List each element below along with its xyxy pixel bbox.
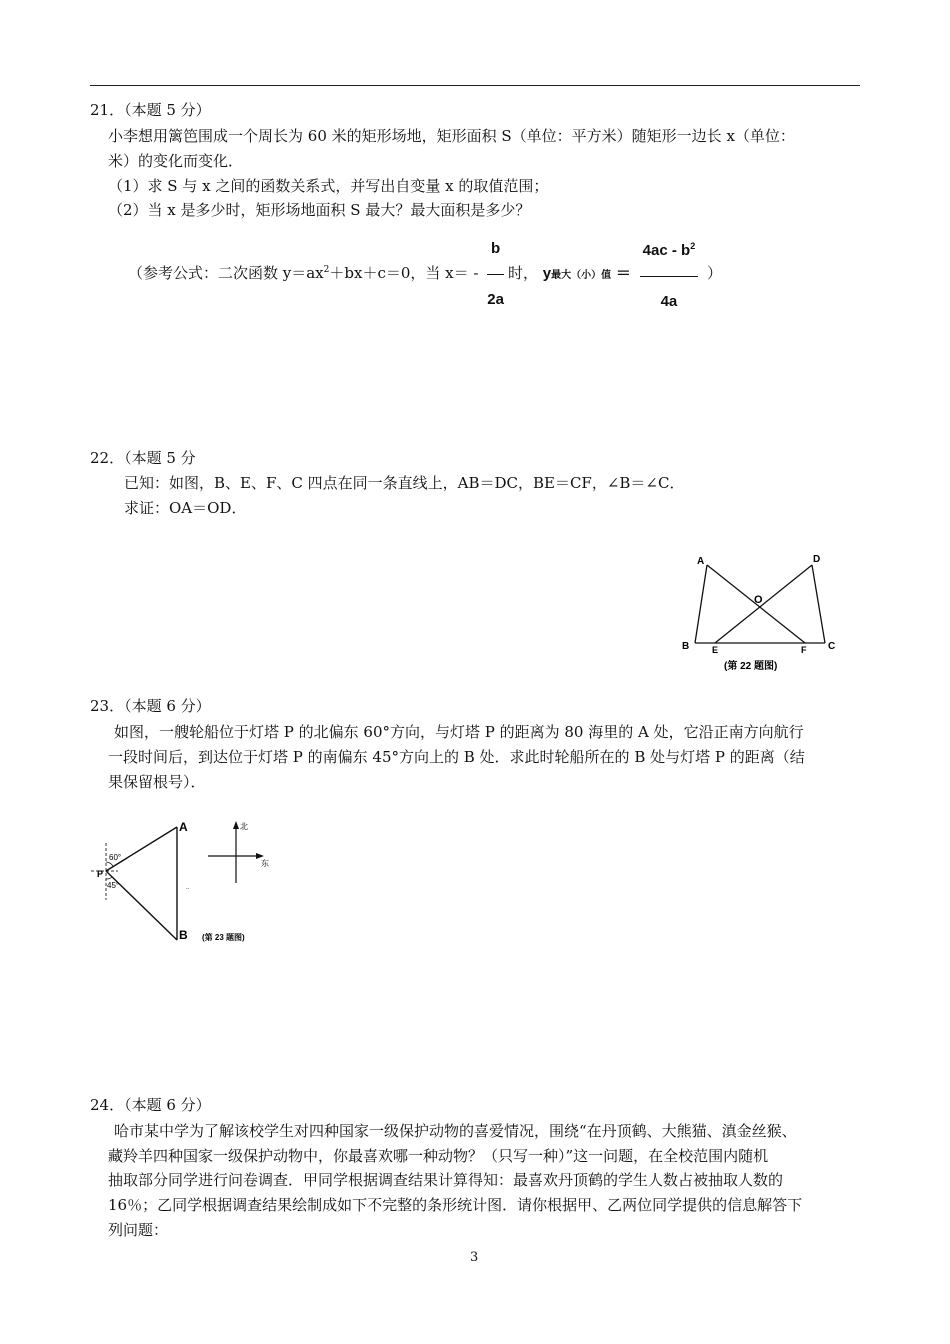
q24-header: 24．（本题 6 分） [90,1096,211,1114]
angle-arc-45 [106,877,112,879]
segment-DE [715,565,812,643]
label-A: A [697,556,705,567]
formula-mid: ＋bx＋c＝0，当 x＝ - [329,264,479,282]
q22-header: 22．（本题 5 分 [90,449,196,467]
fraction2-denominator: 4a [660,293,678,310]
q22-figure [670,545,850,680]
label-O: O [754,594,763,606]
fraction1-numerator: b [487,227,504,275]
angle-45-label: 45° [107,881,120,890]
compass-north-label: 北 [240,822,248,831]
label-P: P [97,869,104,879]
q21-header: 21．（本题 5 分） [90,101,211,119]
formula-shi: 时， [507,264,538,282]
q24-text-line1: 哈市某中学为了解该校学生对四种国家一级保护动物的喜爱情况，围绕“在丹顶鹤、大熊猫、滇金丝猴、 [114,1122,797,1140]
q23-text-line1: 如图，一艘轮船位于灯塔 P 的北偏东 60°方向，与灯塔 P 的距离为 80 海里的 A 处，它沿正南方向航行 [114,723,804,741]
q24-text-line4: 16％；乙同学根据调查结果绘制成如下不完整的条形统计图．请你根据甲、乙两位同学提供的信息解答下 [108,1196,803,1214]
q24-text-line5: 列问题： [108,1221,169,1239]
label-F: F [801,645,807,655]
formula-sup: 2 [323,265,330,275]
q21-text-line2: 米）的变化而变化． [108,152,244,170]
formula-close: ） [706,264,722,282]
stray-dots: .. [186,885,190,891]
angle-arc-60 [106,862,113,866]
q23-header: 23．（本题 6 分） [90,697,211,715]
segment-DC [812,565,825,643]
q24-text-line2: 藏羚羊四种国家一级保护动物中，你最喜欢哪一种动物？（只写一种）”这一问题，在全校范围内随机 [108,1147,769,1165]
y-label: y [542,265,552,282]
header-rule [90,85,860,86]
label-E: E [712,645,719,655]
fraction-vertex-value [640,224,699,324]
q22-caption: (第 22 题图) [724,661,778,672]
equals-sign: ＝ [615,264,631,282]
fraction-b-over-2a [487,227,504,322]
q22-prove: 求证：OA＝OD． [124,499,247,517]
q21-part2: （2）当 x 是多少时，矩形场地面积 S 最大？最大面积是多少？ [108,201,531,219]
compass-east-label: 东 [261,859,269,868]
segment-PA [106,827,177,871]
q21-part1: （1）求 S 与 x 之间的函数关系式，并写出自变量 x 的取值范围； [108,177,549,195]
label-C: C [828,641,836,652]
q23-text-line2: 一段时间后，到达位于灯塔 P 的南偏东 45°方向上的 B 处．求此时轮船所在的 B 处与灯塔 P 的距离（结 [108,748,805,766]
q21-text-line1: 小李想用篱笆围成一个周长为 60 米的矩形场地，矩形面积 S（单位：平方米）随矩形一边长 x（单位： [108,127,795,145]
y-subscript: 最大（小）值 [551,270,612,281]
fraction2-sup: 2 [690,241,696,251]
q23-figure [88,815,288,955]
label-B: B [682,641,690,652]
fraction2-numerator: 4ac - b [642,242,691,259]
north-arrow-icon [233,821,239,829]
formula-prefix: （参考公式：二次函数 y＝ax [128,264,324,282]
segment-AB [695,565,707,643]
q22-given: 已知：如图，B、E、F、C 四点在同一条直线上，AB＝DC，BE＝CF，∠B＝∠C． [124,474,685,492]
page-number: 3 [470,1250,479,1265]
q21-reference-formula [128,224,722,324]
label-D: D [813,554,821,565]
q24-text-line3: 抽取部分同学进行问卷调查．甲同学根据调查结果计算得知：最喜欢丹顶鹤的学生人数占被抽取人数的 [108,1171,784,1189]
angle-60-label: 60° [109,853,122,862]
fraction1-denominator: 2a [487,290,504,308]
q23-caption: (第 23 题图) [202,933,245,942]
label-A: A [179,820,188,834]
label-B: B [179,928,188,942]
q23-text-line3: 果保留根号）． [108,773,206,791]
